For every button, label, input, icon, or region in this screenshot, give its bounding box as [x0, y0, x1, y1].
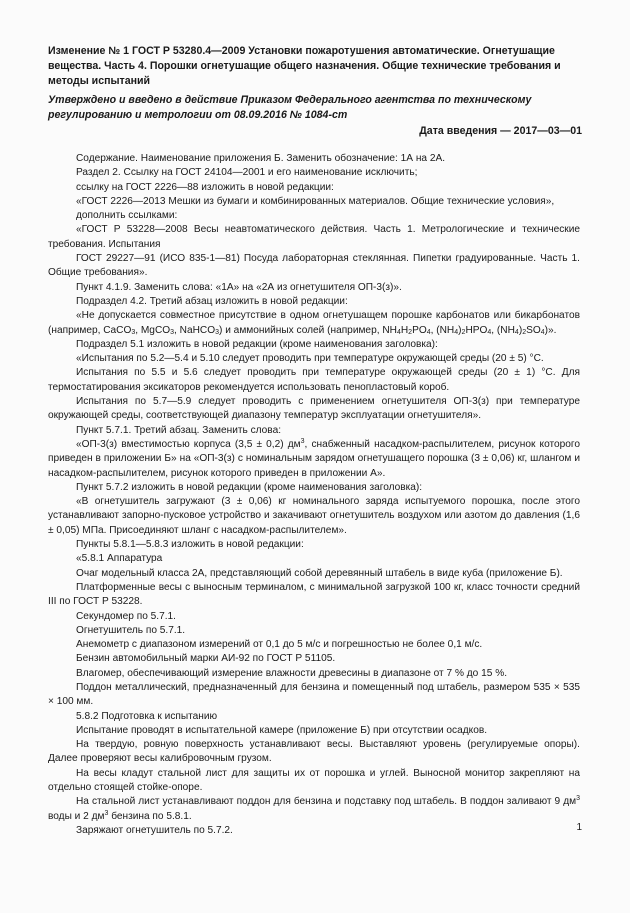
body-paragraph: Испытания по 5.5 и 5.6 следует проводить при температуре окружающей среды (20 ± 1) °С. Для термостатирования эксикаторов рекомендуется использовать пенопластовый короб.	[48, 367, 580, 393]
body-paragraph: Очаг модельный класса 2А, представляющий собой деревянный штабель в виде куба (приложение Б).	[76, 567, 563, 579]
body-paragraph: Огнетушитель по 5.7.1.	[76, 624, 186, 636]
body-paragraph: На весы кладут стальной лист для защиты их от порошка и углей. Выносной монитор закрепляют на отдельно стоящей стойке-опоре.	[48, 767, 580, 794]
body-paragraph: «Не допускается совместное присутствие в одном огнетушащем порошке карбонатов или бикарбонатов (например, CaCO$_3$, MgCO$_3$, NaHCO$_3$) и аммонийных солей (например, $NH_4H_2PO_4$, $(NH_4)_2HPO_4$, $(NH_4)_2SO_4$)».	[48, 310, 580, 336]
body-paragraph: Пункты 5.8.1—5.8.3 изложить в новой редакции:	[76, 539, 304, 551]
page-number: 1	[576, 822, 582, 833]
body-paragraph: ГОСТ 29227—91 (ИСО 835-1—81) Посуда лабораторная стеклянная. Пипетки градуированные. Часть 1. Общие требования».	[48, 253, 580, 279]
body-paragraph: Заряжают огнетушитель по 5.7.2.	[76, 824, 233, 836]
body-paragraph: Бензин автомобильный марки АИ-92 по ГОСТ Р 51105.	[76, 653, 336, 665]
body-paragraph: Платформенные весы с выносным терминалом, с минимальной загрузкой 100 кг, класс точности средний III по ГОСТ Р 53228.	[48, 581, 580, 608]
body-paragraph: «В огнетушитель загружают (3 ± 0,06) кг номинального заряда испытуемого порошка, после этого устанавливают запорно-пусковое устройство и закачивают огнетушитель воздухом или азотом до давления (1,6 ± 0,05) МПа. Присоединяют шланг с насадком-распылителем».	[48, 496, 580, 536]
body-paragraph: «Испытания по 5.2—5.4 и 5.10 следует проводить при температуре окружающей среды (20 ± 5) °С.	[76, 353, 544, 365]
amendment-title: Изменение № 1 ГОСТ Р 53280.4—2009 Установки пожаротушения автоматические. Огнетушащие вещества. Часть 4. Порошки огнетушащие общего назначения. Общие технические требования и методы испытаний	[48, 45, 561, 87]
body-paragraph: «ГОСТ Р 53228—2008 Весы неавтоматического действия. Часть 1. Метрологические и технические требования. Испытания	[48, 224, 580, 250]
body-paragraph: Анемометр с диапазоном измерений от 0,1 до 5 м/с и погрешностью не более 0,1 м/с.	[76, 639, 483, 651]
body-paragraph: Раздел 2. Ссылку на ГОСТ 24104—2001 и его наименование исключить;	[76, 167, 418, 179]
body-paragraph: Испытание проводят в испытательной камере (приложение Б) при отсутствии осадков.	[76, 724, 488, 736]
body-paragraph: «5.8.1 Аппаратура	[76, 553, 163, 565]
body-paragraph: На твердую, ровную поверхность устанавливают весы. Выставляют уровень (регулируемые опоры). Далее проверяют весы калибровочным грузом.	[48, 739, 580, 765]
body-paragraph: ссылку на ГОСТ 2226—88 изложить в новой редакции:	[76, 181, 334, 193]
body-paragraph: Испытания по 5.7—5.9 следует проводить с применением огнетушителя ОП-3(з) при температуре окружающей среды, соответствующей диапазону температур эксплуатации огнетушителя».	[48, 396, 580, 422]
body-paragraph: Пункт 5.7.2 изложить в новой редакции (кроме наименования заголовка):	[76, 481, 423, 493]
body-paragraph: дополнить ссылками:	[76, 210, 178, 222]
body-paragraph: Подраздел 4.2. Третий абзац изложить в новой редакции:	[76, 295, 348, 307]
body-paragraph: Подраздел 5.1 изложить в новой редакции (кроме наименования заголовка):	[76, 338, 438, 350]
document-body	[48, 152, 580, 838]
body-paragraph: На стальной лист устанавливают поддон для бензина и подставку под штабель. В поддон заливают 9 $дм^3$ воды и 2 $дм^3$ бензина по 5.8.1.	[48, 795, 580, 822]
body-paragraph: Пункт 5.7.1. Третий абзац. Заменить слова:	[76, 424, 282, 436]
body-paragraph: «ОП-3(з) вместимостью корпуса (3,5 ± 0,2) $дм^3$, снабженный насадком-распылителем, рисунок которого приведен в приложении Б» на «ОП-3(з) с номинальным зарядом огнетушащего порошка (3 ± 0,06) кг, шлангом и насадком-распылителем, рисунок которого приведен в приложении А».	[48, 437, 580, 479]
approval-statement: Утверждено и введено в действие Приказом Федерального агентства по техническому регулированию и метрологии от 08.09.2016 № 1084-ст	[48, 94, 532, 121]
body-paragraph: Секундомер по 5.7.1.	[76, 610, 176, 622]
body-paragraph: «ГОСТ 2226—2013 Мешки из бумаги и комбинированных материалов. Общие технические условия»,	[76, 195, 555, 207]
body-paragraph: Поддон металлический, предназначенный для бензина и помещенный под штабель, размером 535 × 535 × 100 мм.	[48, 681, 580, 708]
body-paragraph: Содержание. Наименование приложения Б. Заменить обозначение: 1А на 2А.	[76, 153, 446, 164]
introduction-date: Дата введения — 2017—03—01	[419, 125, 582, 137]
body-paragraph: Пункт 4.1.9. Заменить слова: «1А» на «2А из огнетушителя ОП-3(з)».	[76, 281, 402, 293]
body-paragraph: Влагомер, обеспечивающий измерение влажности древесины в диапазоне от 7 % до 15 %.	[76, 667, 508, 679]
body-paragraph: 5.8.2 Подготовка к испытанию	[76, 710, 218, 722]
